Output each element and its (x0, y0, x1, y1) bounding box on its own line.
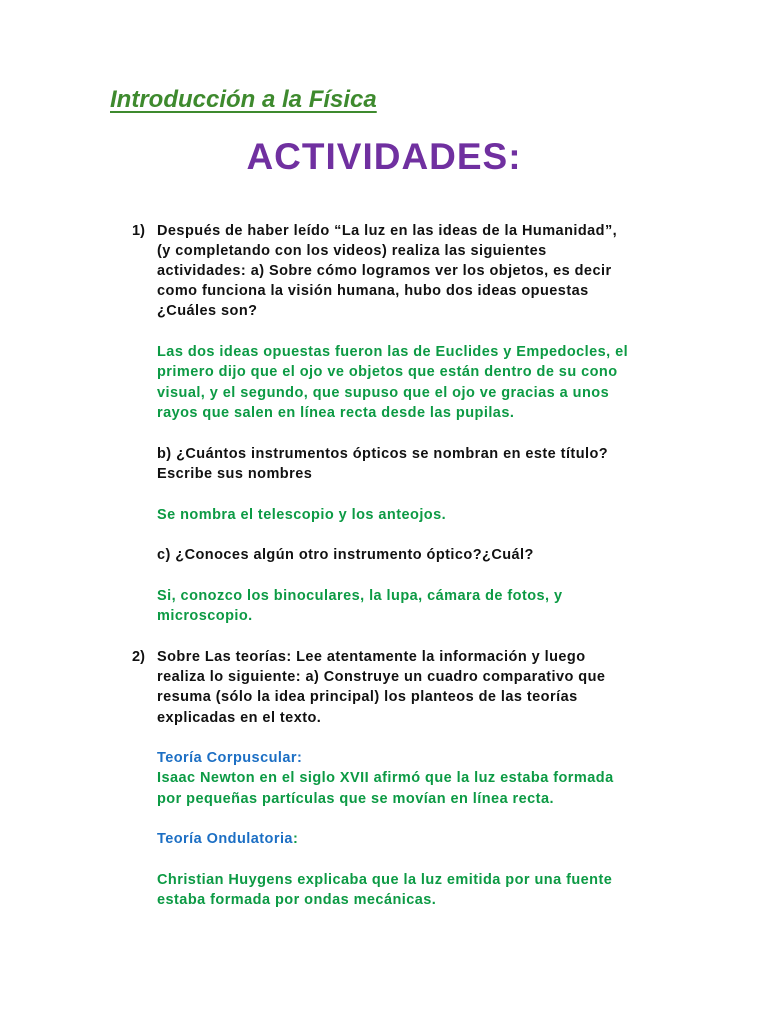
question-1-line: (y completando con los videos) realiza las siguientes (157, 243, 547, 259)
answer-1c-line: Si, conozco los binoculares, la lupa, cámara de fotos, y (157, 588, 563, 604)
question-2-line: explicadas en el texto. (157, 710, 322, 726)
question-2-line: realiza lo siguiente: a) Construye un cuadro comparativo que (157, 669, 606, 685)
activities-heading-text: ACTIVIDADES: (246, 136, 522, 177)
corpuscular-theory-label: Teoría Corpuscular: (157, 750, 303, 766)
document-title: Introducción a la Física (110, 86, 377, 113)
corpuscular-theory-line: por pequeñas partículas que se movían en línea recta. (157, 791, 554, 807)
question-1-number: 1) (132, 223, 145, 239)
wave-theory-colon: : (292, 831, 299, 847)
corpuscular-theory-line: Isaac Newton en el siglo XVII afirmó que la luz estaba formada (157, 770, 614, 786)
answer-1a-line: visual, y el segundo, que supuso que el ojo ve gracias a unos (157, 385, 610, 401)
question-1-line: actividades: a) Sobre cómo logramos ver los objetos, es decir (157, 263, 612, 279)
answer-1a-line: Las dos ideas opuestas fueron las de Euclides y Empedocles, el (157, 344, 629, 360)
wave-theory-heading (157, 830, 298, 848)
question-1-line: Después de haber leído “La luz en las ideas de la Humanidad”, (157, 223, 618, 239)
wave-theory-label: Teoría Ondulatoria (157, 831, 293, 847)
question-1c: c) ¿Conoces algún otro instrumento óptico?¿Cuál? (157, 547, 534, 563)
question-1-line: ¿Cuáles son? (157, 303, 258, 319)
activities-heading (0, 136, 768, 178)
answer-1b: Se nombra el telescopio y los anteojos. (157, 507, 447, 523)
answer-1a-line: primero dijo que el ojo ve objetos que están dentro de su cono (157, 364, 618, 380)
answer-1c-line: microscopio. (157, 608, 253, 624)
wave-theory-line: estaba formada por ondas mecánicas. (157, 892, 437, 908)
wave-theory-line: Christian Huygens explicaba que la luz emitida por una fuente (157, 872, 613, 888)
question-2-line: Sobre Las teorías: Lee atentamente la información y luego (157, 649, 586, 665)
question-2-number: 2) (132, 649, 145, 665)
question-1b-line: Escribe sus nombres (157, 466, 313, 482)
question-1-line: como funciona la visión humana, hubo dos ideas opuestas (157, 283, 589, 299)
question-2-line: resuma (sólo la idea principal) los planteos de las teorías (157, 689, 578, 705)
question-1b-line: b) ¿Cuántos instrumentos ópticos se nombran en este título? (157, 446, 609, 462)
answer-1a-line: rayos que salen en línea recta desde las pupilas. (157, 405, 515, 421)
